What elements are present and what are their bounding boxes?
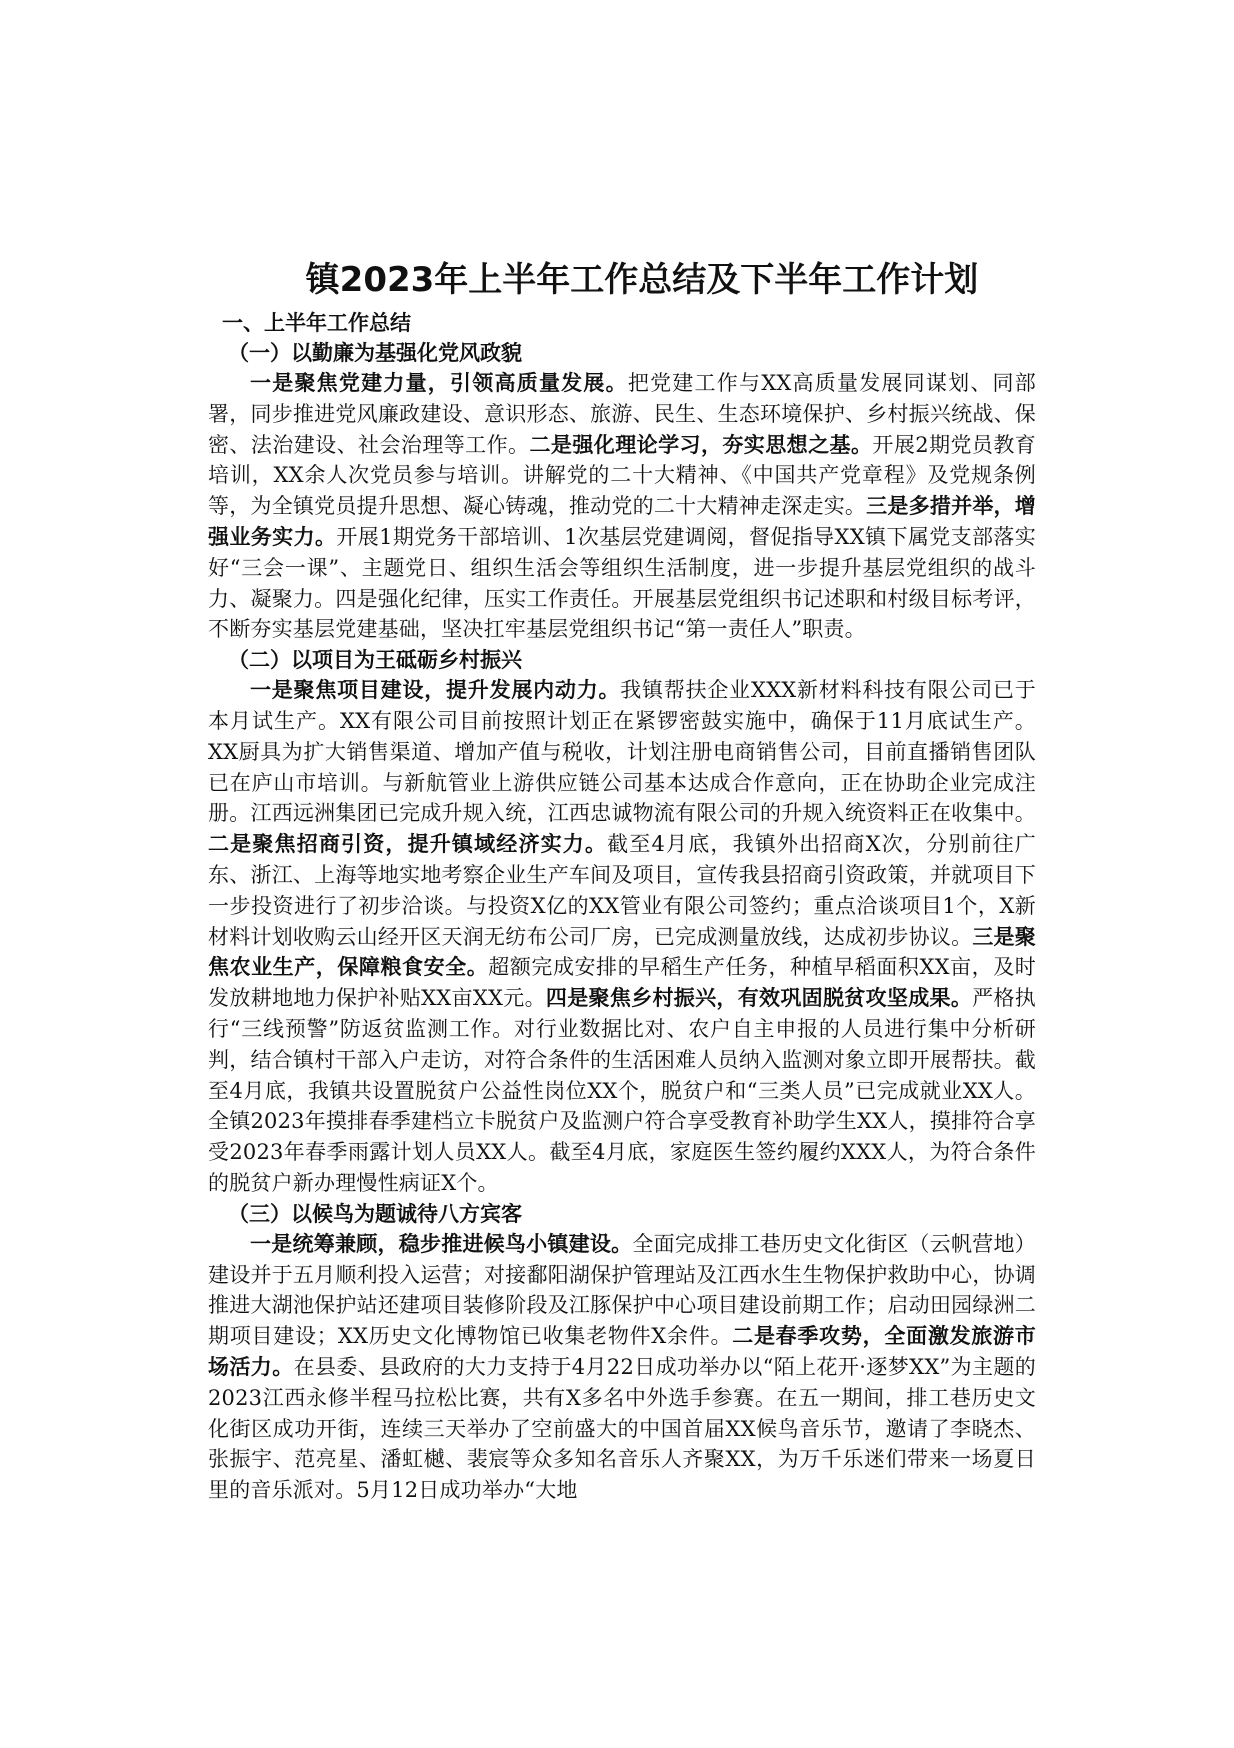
bold-lead: 四是聚焦乡村振兴，有效巩固脱贫攻坚成果。 (545, 986, 973, 1011)
paragraph-text: 严格执行“三线预警”防返贫监测工作。对行业数据比对、农户自主申报的人员进行集中分析研判，结合镇村干部入户走访，对符合条件的生活困难人员纳入监测对象立即开展帮扶。截至4月底，我镇共设置脱贫户公益性岗位XX个，脱贫户和“三类人员”已完成就业XX人。全镇2023年摸排春季建档立卡脱贫户及监测户符合享受教育补助学生XX人，摸排符合享受2023年春季雨露计划人员XX人。截至4月底，家庭医生签约履约XXX人，为符合条件的脱贫户新办理慢性病证X个。 (208, 986, 1036, 1195)
bold-lead: 一是聚焦项目建设，提升发展内动力。 (250, 678, 621, 703)
paragraph-text: 开展2期党员教育培训，XX余人次党员参与培训。讲解党的二十大精神、《中国共产党章程》及党规条例等，为全镇党员提升思想、凝心铸魂，推动党的二十大精神走深走实。 (208, 432, 1036, 519)
paragraph-tourism (208, 1229, 1036, 1506)
paragraph-text: 截至4月底，我镇外出招商X次，分别前往广东、浙江、上海等地实地考察企业生产车间及项目，宣传我县招商引资政策，并就项目下一步投资进行了初步洽谈。与投资X亿的XX管业有限公司签约；重点洽谈项目1个，X新材料计划收购云山经开区天润无纺布公司厂房，已完成测量放线，达成初步协议。 (208, 832, 1036, 949)
bold-lead: 二是聚焦招商引资，提升镇域经济实力。 (208, 832, 608, 857)
paragraph-text: 超额完成安排的早稻生产任务，种植早稻面积XX亩，及时发放耕地地力保护补贴XX亩XX元。 (208, 955, 1036, 1011)
paragraph-text: 在县委、县政府的大力支持于4月22日成功举办以“陌上花开·逐梦XX”为主题的2023江西永修半程马拉松比赛，共有X多名中外选手参赛。在五一期间，排工巷历史文化街区成功开街，连续三天举办了空前盛大的中国首届XX候鸟音乐节，邀请了李晓杰、张振宇、范亮星、潘虹樾、裴宸等众多知名音乐人齐聚XX，为万千乐迷们带来一场夏日里的音乐派对。5月12日成功举办“大地 (208, 1354, 1036, 1503)
bold-lead: 二是强化理论学习，夯实思想之基。 (529, 432, 873, 457)
subsection-heading-1: （一）以勤廉为基强化党风政貌 (228, 341, 522, 365)
document-title: 镇2023年上半年工作总结及下半年工作计划 (305, 260, 979, 300)
section-heading: 一、上半年工作总结 (222, 311, 411, 335)
subsection-heading-3: （三）以候鸟为题诚待八方宾客 (228, 1201, 522, 1226)
bold-lead: 一是聚焦党建力量，引领高质量发展。 (250, 371, 628, 395)
bold-lead: 三是聚焦农业生产，保障粮食安全。 (208, 924, 1036, 980)
paragraph-text: 把党建工作与XX高质量发展同谋划、同部署，同步推进党风廉政建设、意识形态、旅游、民生、生态环境保护、乡村振兴统战、保密、法治建设、社会治理等工作。 (208, 371, 1036, 457)
paragraph-party-building (208, 368, 1036, 645)
subsection-heading-2: （二）以项目为王砥砺乡村振兴 (228, 648, 522, 673)
bold-lead: 三是多措并举，增强业务实力。 (208, 494, 1036, 549)
paragraph-projects (208, 675, 1036, 1199)
paragraph-text: 开展1期党务干部培训、1次基层党建调阅，督促指导XX镇下属党支部落实好“三会一课”、主题党日、组织生活会等组织生活制度，进一步提升基层党组织的战斗力、凝聚力。四是强化纪律，压实工作责任。开展基层党组织书记述职和村级目标考评，不断夯实基层党建基础，坚决扛牢基层党组织书记“第一责任人”职责。 (208, 524, 1037, 642)
paragraph-text: 全面完成排工巷历史文化街区（云帆营地）建设并于五月顺利投入运营；对接鄱阳湖保护管理站及江西水生生物保护救助中心，协调推进大湖池保护站还建项目装修阶段及江豚保护中心项目建设前期工作；启动田园绿洲二期项目建设；XX历史文化博物馆已收集老物件X余件。 (208, 1231, 1036, 1349)
paragraph-text: 我镇帮扶企业XXX新材料科技有限公司已于本月试生产。XX有限公司目前按照计划正在紧锣密鼓实施中，确保于11月底试生产。XX厨具为扩大销售渠道、增加产值与税收，计划注册电商销售公司，目前直播销售团队已在庐山市培训。与新航管业上游供应链公司基本达成合作意向，正在协助企业完成注册。江西远洲集团已完成升规入统，江西忠诚物流有限公司的升规入统资料正在收集中。 (208, 678, 1036, 826)
bold-lead: 一是统筹兼顾，稳步推进候鸟小镇建设。 (250, 1231, 633, 1256)
bold-lead: 二是春季攻势，全面激发旅游市场活力。 (208, 1324, 1036, 1379)
